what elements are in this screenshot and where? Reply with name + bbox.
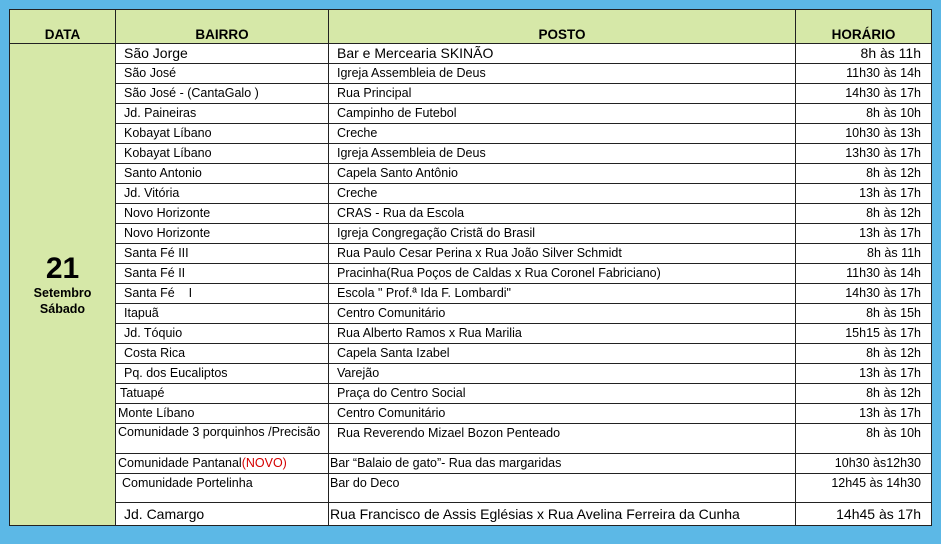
header-posto: POSTO [329, 10, 796, 44]
posto-cell: Pracinha(Rua Poços de Caldas x Rua Coronel Fabriciano) [329, 264, 796, 284]
posto-cell: Igreja Assembleia de Deus [329, 144, 796, 164]
bairro-cell: Santa Fé I [116, 284, 329, 304]
bairro-cell [116, 454, 329, 474]
posto-cell: Bar e Mercearia SKINÃO [329, 44, 796, 64]
bairro-cell: Monte Líbano [116, 404, 329, 424]
table-row [10, 144, 932, 164]
horario-cell: 8h às 10h [796, 104, 932, 124]
table-row [10, 503, 932, 526]
table-row [10, 304, 932, 324]
schedule-table [9, 9, 932, 526]
header-data: DATA [10, 10, 116, 44]
schedule-sheet [9, 9, 931, 535]
posto-cell: Rua Reverendo Mizael Bozon Penteado [329, 424, 796, 454]
horario-cell: 8h às 12h [796, 204, 932, 224]
bairro-cell: Santa Fé II [116, 264, 329, 284]
table-row [10, 244, 932, 264]
table-row [10, 284, 932, 304]
posto-cell: CRAS - Rua da Escola [329, 204, 796, 224]
bairro-cell: Tatuapé [116, 384, 329, 404]
table-row [10, 84, 932, 104]
horario-cell: 8h às 15h [796, 304, 932, 324]
posto-cell: Rua Alberto Ramos x Rua Marilia [329, 324, 796, 344]
horario-cell: 15h15 às 17h [796, 324, 932, 344]
bairro-cell: São Jorge [116, 44, 329, 64]
posto-cell: Campinho de Futebol [329, 104, 796, 124]
header-horario: HORÁRIO [796, 10, 932, 44]
horario-cell: 13h às 17h [796, 184, 932, 204]
bairro-cell: Kobayat Líbano [116, 124, 329, 144]
posto-cell: Centro Comunitário [329, 304, 796, 324]
table-row [10, 344, 932, 364]
bairro-cell: Jd. Tóquio [116, 324, 329, 344]
horario-cell: 10h30 às12h30 [796, 454, 932, 474]
bairro-cell: Jd. Paineiras [116, 104, 329, 124]
posto-cell: Rua Principal [329, 84, 796, 104]
posto-cell: Rua Francisco de Assis Eglésias x Rua Avelina Ferreira da Cunha [329, 503, 796, 526]
posto-cell: Bar do Deco [329, 474, 796, 503]
horario-cell: 10h30 às 13h [796, 124, 932, 144]
bairro-name: Comunidade Pantanal [118, 456, 242, 470]
date-month: Setembro [33, 285, 92, 300]
bairro-cell: Kobayat Líbano [116, 144, 329, 164]
table-row [10, 404, 932, 424]
posto-cell: Igreja Congregação Cristã do Brasil [329, 224, 796, 244]
bairro-cell: Novo Horizonte [116, 204, 329, 224]
horario-cell: 14h30 às 17h [796, 84, 932, 104]
horario-cell: 13h às 17h [796, 364, 932, 384]
new-badge: (NOVO) [241, 456, 287, 470]
horario-cell: 11h30 às 14h [796, 64, 932, 84]
horario-cell: 8h às 11h [796, 44, 932, 64]
horario-cell: 14h30 às 17h [796, 284, 932, 304]
table-row [10, 324, 932, 344]
table-row [10, 264, 932, 284]
date-day: 21 [45, 251, 80, 285]
horario-cell: 8h às 12h [796, 384, 932, 404]
bairro-cell: Jd. Vitória [116, 184, 329, 204]
table-row [10, 364, 932, 384]
table-row [10, 474, 932, 503]
posto-cell: Praça do Centro Social [329, 384, 796, 404]
bairro-cell: Comunidade 3 porquinhos /Precisão [116, 424, 329, 454]
table-row [10, 204, 932, 224]
date-cell [10, 44, 116, 526]
table-row [10, 164, 932, 184]
horario-cell: 8h às 10h [796, 424, 932, 454]
bairro-cell: Comunidade Portelinha [116, 474, 329, 503]
table-row [10, 104, 932, 124]
table-row [10, 64, 932, 84]
bairro-cell: Jd. Camargo [116, 503, 329, 526]
horario-cell: 12h45 às 14h30 [796, 474, 932, 503]
posto-cell: Bar “Balaio de gato”- Rua das margaridas [329, 454, 796, 474]
posto-cell: Capela Santo Antônio [329, 164, 796, 184]
posto-cell: Varejão [329, 364, 796, 384]
bairro-cell: São José [116, 64, 329, 84]
horario-cell: 14h45 às 17h [796, 503, 932, 526]
bairro-cell: Novo Horizonte [116, 224, 329, 244]
table-row [10, 424, 932, 454]
posto-cell: Creche [329, 124, 796, 144]
bairro-cell: São José - (CantaGalo ) [116, 84, 329, 104]
table-row [10, 454, 932, 474]
horario-cell: 13h às 17h [796, 224, 932, 244]
table-row [10, 224, 932, 244]
table-row [10, 184, 932, 204]
horario-cell: 13h às 17h [796, 404, 932, 424]
horario-cell: 13h30 às 17h [796, 144, 932, 164]
header-bairro: BAIRRO [116, 10, 329, 44]
posto-cell: Creche [329, 184, 796, 204]
posto-cell: Igreja Assembleia de Deus [329, 64, 796, 84]
posto-cell: Centro Comunitário [329, 404, 796, 424]
bairro-cell: Pq. dos Eucaliptos [116, 364, 329, 384]
posto-cell: Capela Santa Izabel [329, 344, 796, 364]
horario-cell: 8h às 11h [796, 244, 932, 264]
table-row [10, 384, 932, 404]
table-row [10, 124, 932, 144]
bairro-cell: Itapuã [116, 304, 329, 324]
horario-cell: 11h30 às 14h [796, 264, 932, 284]
posto-cell: Escola " Prof.ª Ida F. Lombardi" [329, 284, 796, 304]
bairro-cell: Costa Rica [116, 344, 329, 364]
bairro-cell: Santa Fé III [116, 244, 329, 264]
header-row [10, 10, 932, 44]
table-row [10, 44, 932, 64]
date-weekday: Sábado [39, 301, 86, 316]
horario-cell: 8h às 12h [796, 164, 932, 184]
posto-cell: Rua Paulo Cesar Perina x Rua João Silver Schmidt [329, 244, 796, 264]
bairro-cell: Santo Antonio [116, 164, 329, 184]
horario-cell: 8h às 12h [796, 344, 932, 364]
